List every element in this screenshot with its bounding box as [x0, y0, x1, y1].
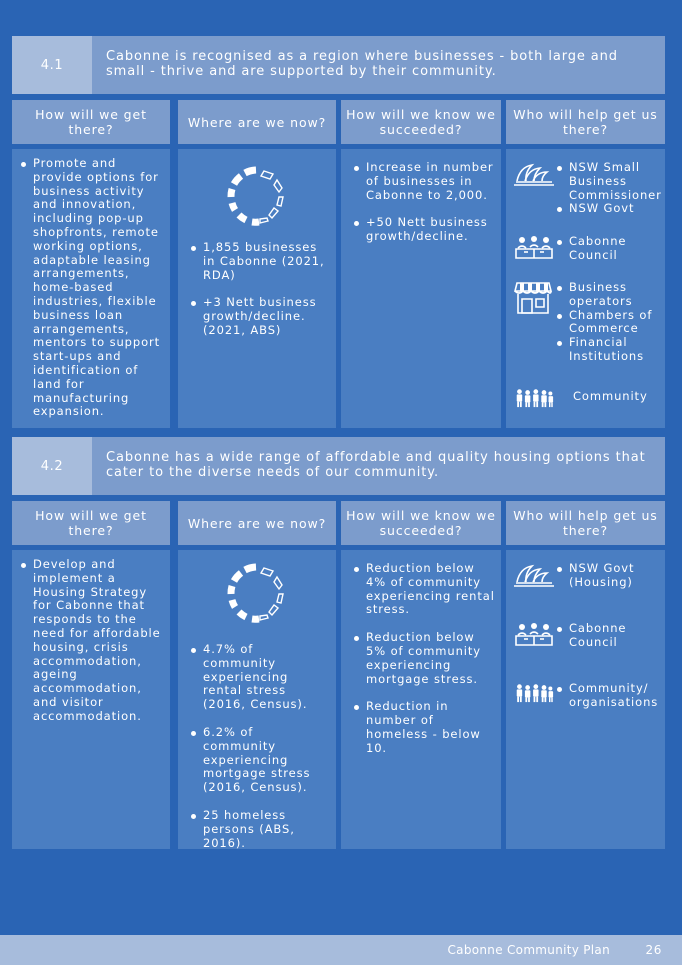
how-cell-4-2: [12, 550, 170, 849]
col-header-how: How will we get there?: [12, 501, 170, 545]
council-people-icon: [514, 622, 554, 648]
know-cell-4-1: [341, 149, 501, 428]
who-item: Financial Institutions: [554, 336, 665, 364]
who-cell-4-1: [506, 149, 665, 428]
page-number: 26: [645, 943, 662, 957]
know-item: Reduction below 4% of community experiencing rental stress.: [351, 562, 495, 617]
know-cell-4-2: [341, 550, 501, 849]
know-item: Reduction below 5% of community experiencing mortgage stress.: [351, 631, 495, 686]
who-item: NSW Govt (Housing): [554, 562, 665, 590]
know-item: Reduction in number of homeless - below 10.: [351, 700, 495, 755]
where-item: 6.2% of community experiencing mortgage stress (2016, Census).: [188, 726, 330, 795]
section-number: 4.2: [12, 437, 92, 495]
col-header-how: How will we get there?: [12, 100, 170, 144]
council-people-icon: [514, 235, 554, 261]
who-item: NSW Small Business Commissioner: [554, 161, 665, 202]
know-item: +50 Nett business growth/decline.: [351, 216, 495, 244]
col-header-where: Where are we now?: [178, 501, 336, 545]
where-cell-4-1: [178, 149, 336, 428]
col-header-where: Where are we now?: [178, 100, 336, 144]
section-title: Cabonne is recognised as a region where businesses - both large and small - thrive and are supported by their community.: [106, 49, 618, 79]
who-item: Community: [573, 389, 648, 403]
where-item: +3 Nett business growth/decline. (2021, ABS): [188, 296, 330, 337]
where-item: 1,855 businesses in Cabonne (2021, RDA): [188, 241, 330, 282]
who-item: Business operators: [554, 281, 665, 309]
who-item: Cabonne Council: [554, 622, 665, 650]
how-item: Promote and provide options for business activity and innovation, including pop-up shopfronts, remote working options, adaptable leasing arrangements, home-based industries, flexible business loan arrangements, mentors to support start-ups and identification of land for manufacturing expansion.: [18, 157, 166, 419]
progress-ring-icon: [224, 560, 290, 626]
who-item: Cabonne Council: [554, 235, 665, 263]
col-header-who: Who will help get us there?: [506, 100, 665, 144]
section-title: Cabonne has a wide range of affordable and quality housing options that cater to the diverse needs of our community.: [106, 450, 646, 480]
shopfront-icon: [514, 281, 554, 315]
section-header-4-1: [12, 36, 665, 94]
know-item: Increase in number of businesses in Cabonne to 2,000.: [351, 161, 495, 202]
where-item: 4.7% of community experiencing rental stress (2016, Census).: [188, 643, 330, 712]
footer-title: Cabonne Community Plan: [447, 943, 610, 957]
col-header-know: How will we know we succeeded?: [341, 501, 501, 545]
col-header-who: Who will help get us there?: [506, 501, 665, 545]
how-cell-4-1: [12, 149, 170, 428]
where-item: 25 homeless persons (ABS, 2016).: [188, 809, 330, 849]
progress-ring-icon: [224, 163, 290, 229]
who-cell-4-2: [506, 550, 665, 849]
who-item: Chambers of Commerce: [554, 309, 665, 337]
col-header-know: How will we know we succeeded?: [341, 100, 501, 144]
where-cell-4-2: [178, 550, 336, 849]
opera-house-icon: [514, 161, 554, 187]
crowd-icon: [514, 682, 554, 704]
page-footer: [0, 935, 682, 965]
section-header-4-2: [12, 437, 665, 495]
opera-house-icon: [514, 562, 554, 588]
how-item: Develop and implement a Housing Strategy for Cabonne that responds to the need for affordable housing, crisis accommodation, ageing accommodation, and visitor accommodation.: [18, 558, 166, 724]
crowd-icon: [514, 387, 554, 409]
who-item: NSW Govt: [554, 202, 665, 216]
section-number: 4.1: [12, 36, 92, 94]
who-item: Community/ organisations: [554, 682, 665, 710]
